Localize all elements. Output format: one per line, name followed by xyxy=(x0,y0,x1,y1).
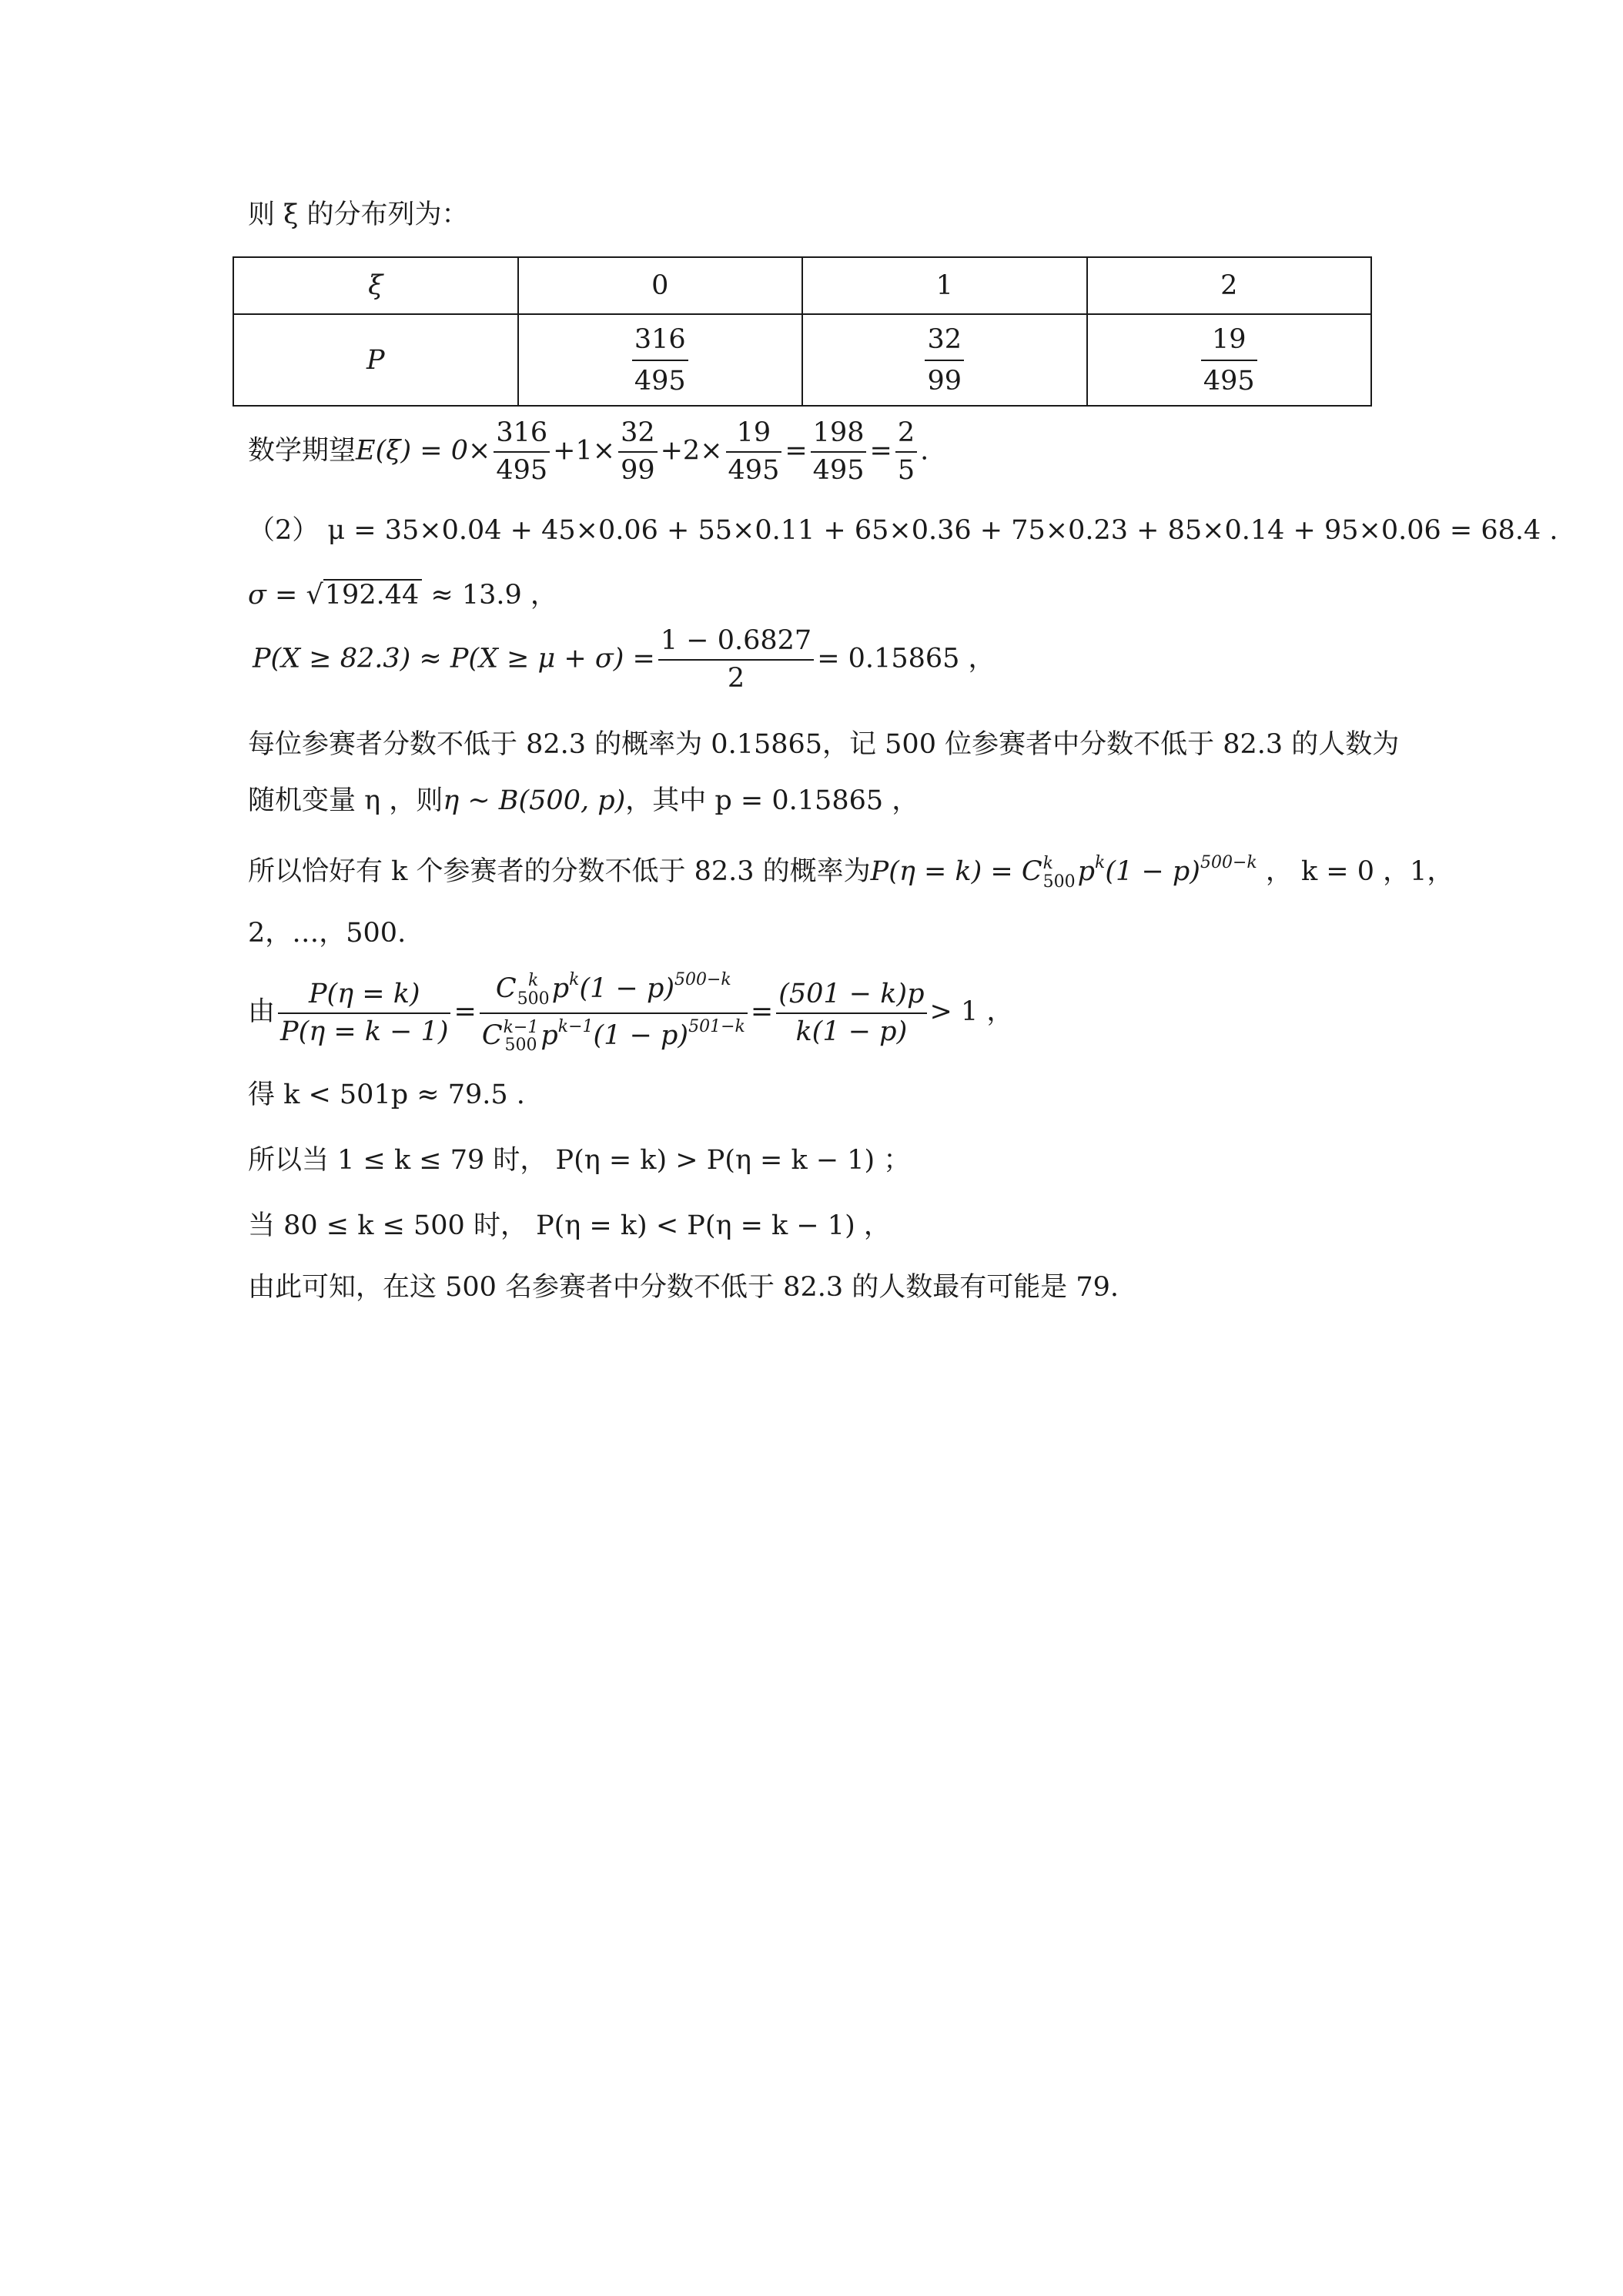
table-cell: 0 xyxy=(518,257,803,314)
probability-line: P(X ≥ 82.3) ≈ P(X ≥ μ + σ) = $\frac{1 - 0.6827}{2}$ = 0.15865 ， xyxy=(253,625,996,694)
fraction: $\frac{32}{99}$ xyxy=(618,420,658,484)
sup-sub: k 500 xyxy=(1042,854,1076,892)
intro-text: 则 ξ 的分布列为： xyxy=(248,199,469,230)
fraction: $\frac{2}{5}$ xyxy=(895,420,917,484)
result-1: 得 k < 501p ≈ 79.5 . xyxy=(248,1079,525,1110)
paragraph-4: 2，…，500. xyxy=(248,918,407,949)
fraction: $\frac{P(\eta = k)}{P(\eta = k - 1)}$ xyxy=(278,981,450,1046)
table-cell xyxy=(518,314,803,406)
table-cell xyxy=(802,314,1087,406)
conclusion: 由此可知，在这 500 名参赛者中分数不低于 82.3 的人数最有可能是 79. xyxy=(248,1272,1119,1303)
mu-line: （2） μ = 35×0.04 + 45×0.06 + 55×0.11 + 65×0.36 + 75×0.23 + 85×0.14 + 95×0.06 = 68.4 . xyxy=(248,515,1558,546)
distribution-table xyxy=(233,256,1372,407)
fraction: $\frac{1 - 0.6827}{2}$ xyxy=(658,628,814,692)
result-3: 当 80 ≤ k ≤ 500 时， P(η = k) < P(η = k − 1) ， xyxy=(248,1210,891,1241)
result-2: 所以当 1 ≤ k ≤ 79 时， P(η = k) > P(η = k − 1) ； xyxy=(248,1145,911,1176)
table-cell: P xyxy=(233,314,518,406)
fraction: $\frac{316}{495}$ xyxy=(632,324,688,397)
fraction: $\frac{32}{99}$ xyxy=(925,324,964,397)
table-row xyxy=(233,314,1371,406)
paragraph-3: 所以恰好有 k 个参赛者的分数不低于 82.3 的概率为P(η = k) = C k 500 $p^k(1 - p)^{500-k}$ ， k = 0 ，1， xyxy=(248,853,1454,892)
expectation-line: 数学期望E(ξ) = 0× $\frac{316}{495}$ +1× $\frac{32}{99}$ +2× $\frac{19}{495}$ = $\frac{198}{495}$ = $\frac{2}{5}$ . xyxy=(248,417,929,486)
fraction: $\frac{19}{495}$ xyxy=(726,420,782,484)
fraction: $\frac{(501 - k)p}{k(1 - p)}$ xyxy=(776,981,926,1046)
table-header-row xyxy=(233,257,1371,314)
paragraph-2: 随机变量 η ，则η ~ B(500, p)，其中 p = 0.15865 ， xyxy=(248,785,919,816)
table-cell: ξ xyxy=(233,257,518,314)
table-cell: 1 xyxy=(802,257,1087,314)
table-cell: 2 xyxy=(1087,257,1372,314)
table-cell xyxy=(1087,314,1372,406)
fraction: $\frac{316}{495}$ xyxy=(494,420,550,484)
fraction: C k 500 $p^k(1 - p)^{500-k}$ C k−1 500 $p^{k-1}(1 - p)^{501-k}$ xyxy=(480,972,748,1054)
fraction: $\frac{19}{495}$ xyxy=(1201,324,1257,397)
ratio-line: 由 $\frac{P(\eta = k)}{P(\eta = k - 1)}$ = C k 500 $p^k(1 - p)^{500-k}$ C k−1 500 $p^{k-1}(1 - p)^{501-k}$ = $\frac{(501 - k)p}{k(1 - p)}$ > 1 ， xyxy=(248,970,1014,1056)
sigma-line: σ = √192.44 ≈ 13.9 ， xyxy=(248,580,557,611)
paragraph-1: 每位参赛者分数不低于 82.3 的概率为 0.15865，记 500 位参赛者中分数不低于 82.3 的人数为 xyxy=(248,729,1400,760)
fraction: $\frac{198}{495}$ xyxy=(811,420,867,484)
